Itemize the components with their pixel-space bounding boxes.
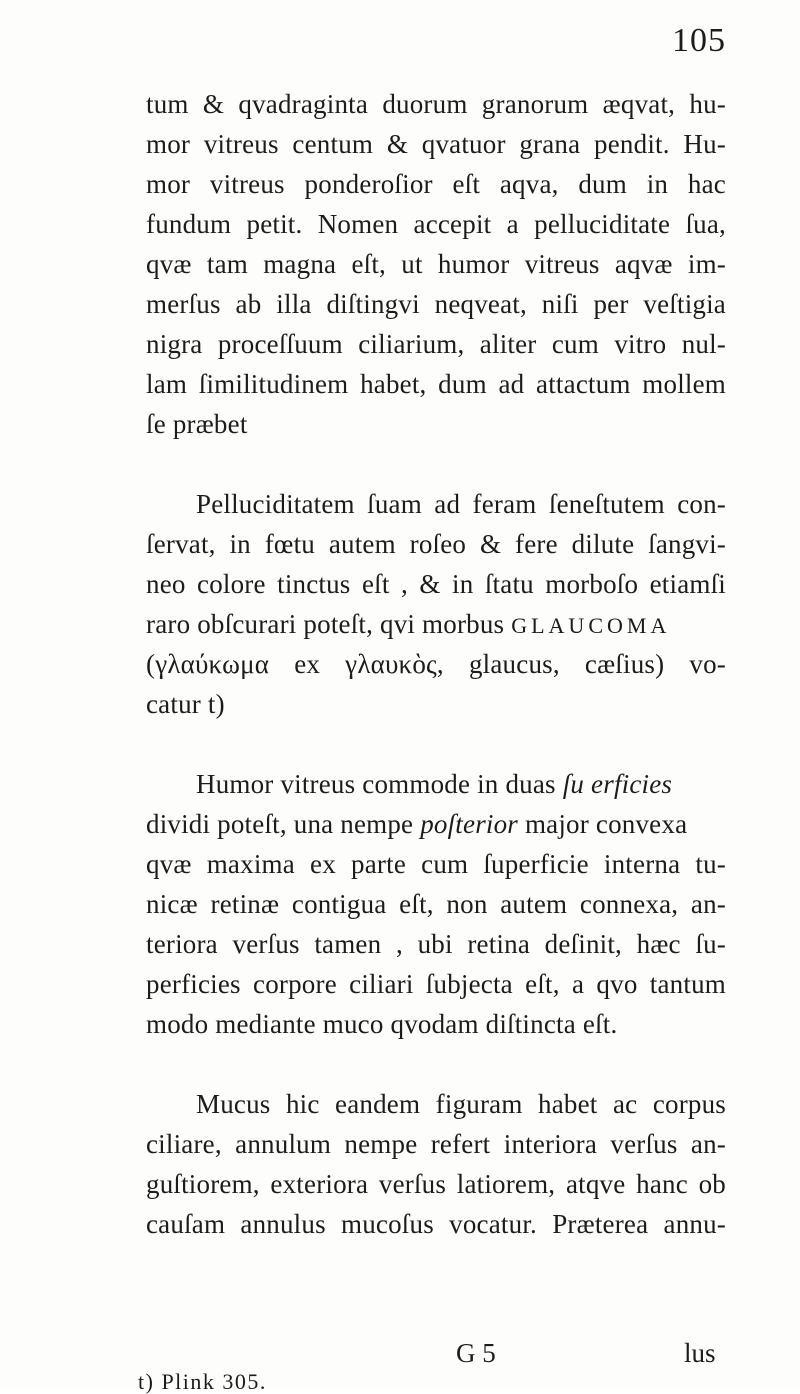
text-line: nicæ retinæ contigua eſt, non autem connexa, an- xyxy=(146,889,726,919)
text-span: dividi poteſt, una nempe xyxy=(146,809,414,839)
text-line xyxy=(146,804,726,844)
signature-mark: G 5 xyxy=(456,1338,496,1368)
text-line xyxy=(146,604,726,646)
term-glaucoma: GLAUCOMA xyxy=(511,613,671,638)
text-line: guſtiorem, exteriora verſus latiorem, atqve hanc ob xyxy=(146,1169,726,1199)
text-span: major convexa xyxy=(524,809,688,839)
text-line: fundum petit. Nomen accepit a pelluciditate ſua, xyxy=(146,209,726,239)
text-line: (γλαύκωμα ex γλαυκὸς, glaucus, cæſius) vo- xyxy=(146,649,726,679)
text-line: teriora verſus tamen , ubi retina deſinit, hæc ſu- xyxy=(146,929,726,959)
catchword: lus xyxy=(684,1338,716,1368)
footnote: t) Plink 305. xyxy=(138,1369,267,1394)
text-line xyxy=(196,764,726,804)
text-line: ciliare, annulum nempe refert interiora verſus an- xyxy=(146,1129,726,1159)
text-line: cauſam annulus mucoſus vocatur. Præterea annu- xyxy=(146,1209,726,1239)
text-span: Humor vitreus commode in duas xyxy=(196,769,556,799)
text-line: qvæ tam magna eſt, ut humor vitreus aqvæ im- xyxy=(146,249,726,279)
text-line: perficies corpore ciliari ſubjecta eſt, a qvo tantum xyxy=(146,969,726,999)
page-number: 105 xyxy=(672,22,726,59)
text-line: tum & qvadraginta duorum granorum æqvat, hu- xyxy=(146,89,726,119)
text-span: raro obſcurari poteſt, qvi morbus xyxy=(146,609,505,639)
text-line: ſe præbet xyxy=(146,409,248,439)
italic-term: poſterior xyxy=(420,809,519,839)
text-line: qvæ maxima ex parte cum ſuperficie interna tu- xyxy=(146,849,726,879)
text-line: mor vitreus ponderoſior eſt aqva, dum in hac xyxy=(146,169,726,199)
text-line: Mucus hic eandem figuram habet ac corpus xyxy=(196,1089,726,1119)
text-line: mor vitreus centum & qvatuor grana pendit. Hu- xyxy=(146,129,726,159)
text-line: merſus ab illa diſtingvi neqveat, niſi per veſtigia xyxy=(146,289,726,319)
italic-term: ſu erficies xyxy=(562,769,673,799)
text-line: Pelluciditatem ſuam ad feram ſeneſtutem con- xyxy=(196,489,726,519)
text-line: modo mediante muco qvodam diſtincta eſt. xyxy=(146,1009,618,1039)
text-line: catur t) xyxy=(146,689,225,719)
text-line: nigra proceſſuum ciliarium, aliter cum vitro nul- xyxy=(146,329,726,359)
text-line: ſervat, in fœtu autem roſeo & fere dilute ſangvi- xyxy=(146,529,726,559)
text-line: lam ſimilitudinem habet, dum ad attactum mollem xyxy=(146,369,726,399)
text-line: neo colore tinctus eſt , & in ſtatu morboſo etiamſi xyxy=(146,569,726,599)
